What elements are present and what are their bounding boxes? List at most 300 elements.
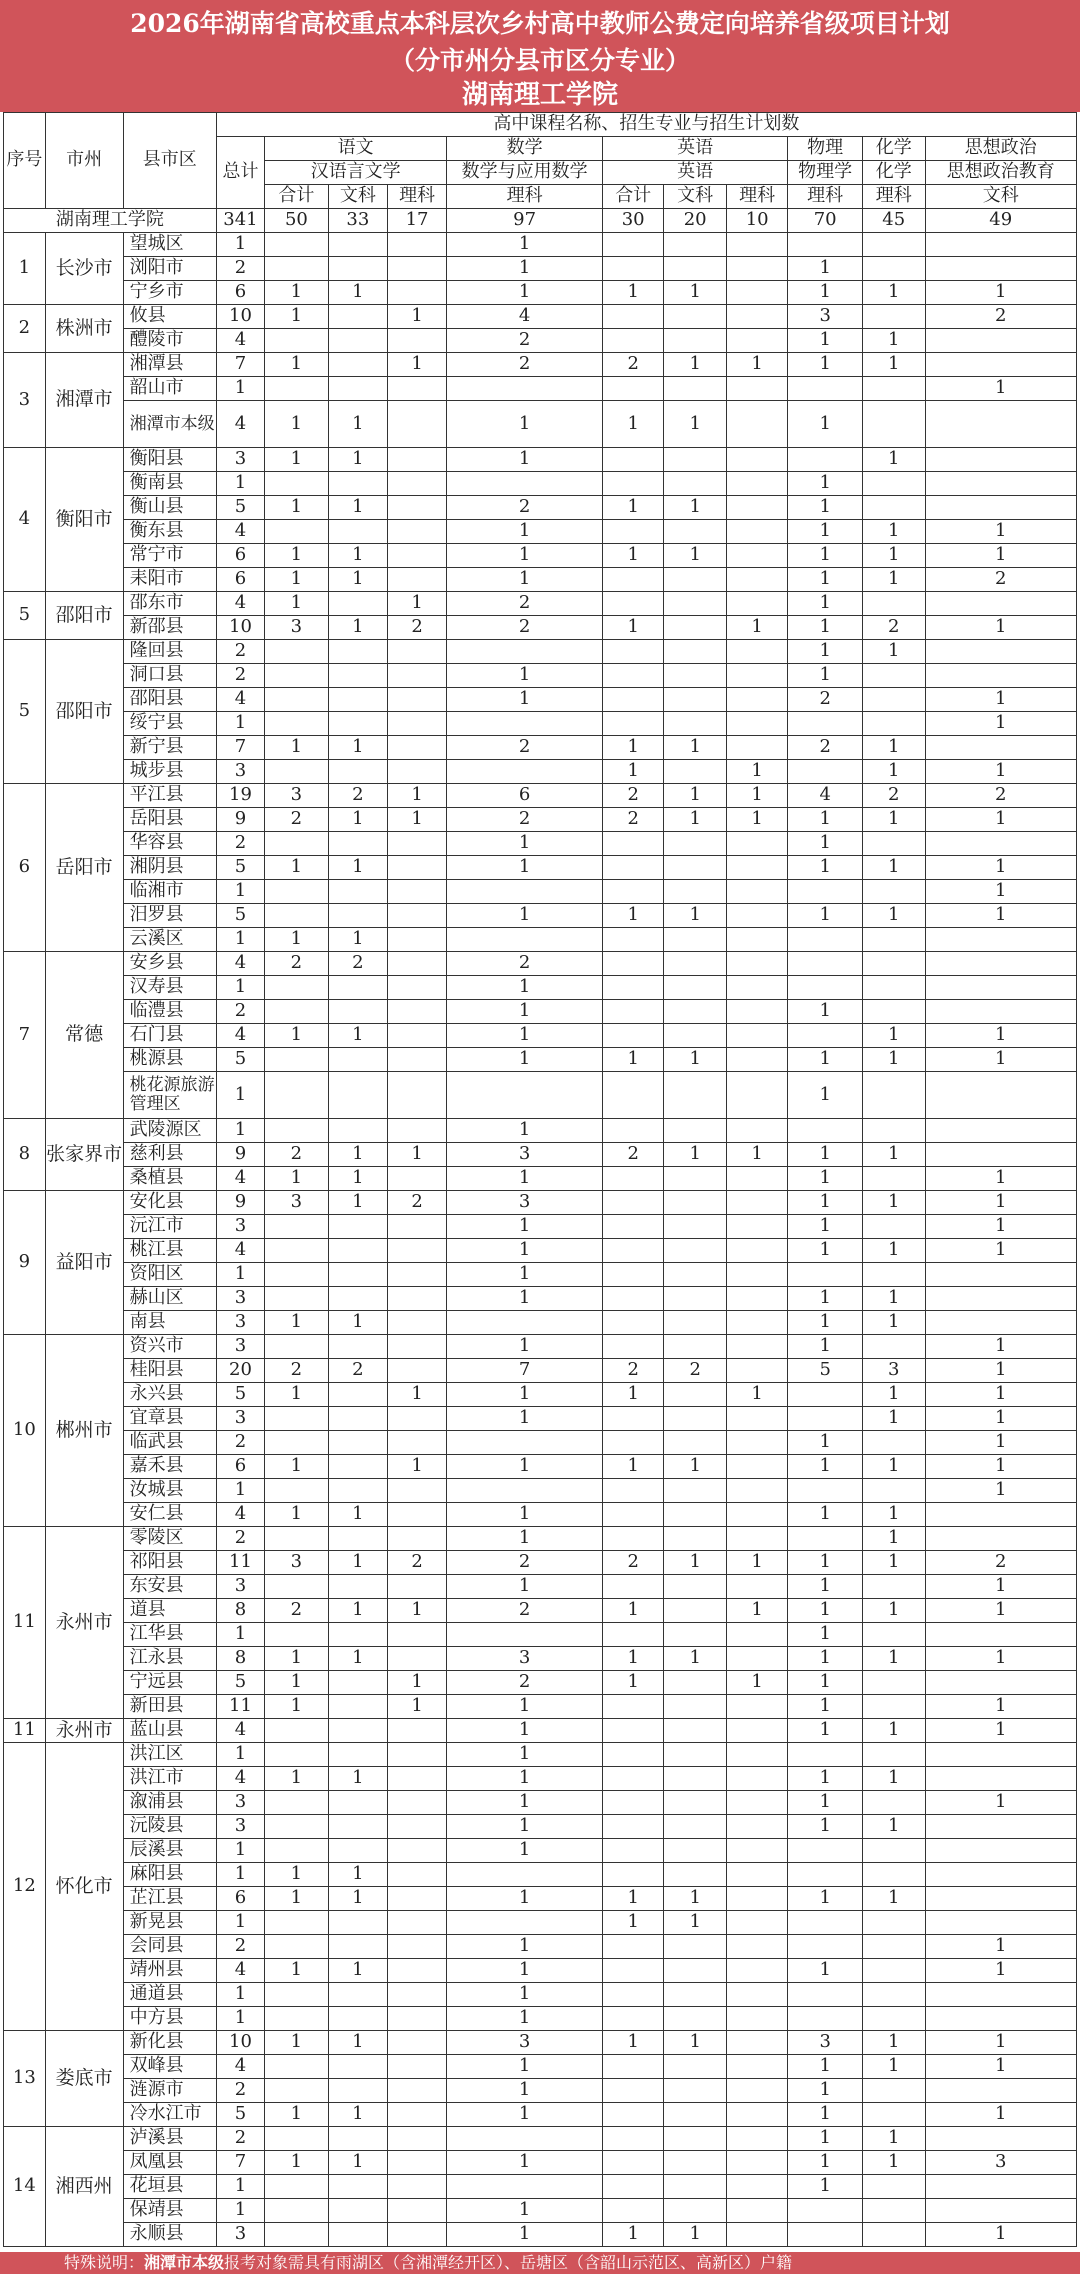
row-value-cell bbox=[265, 520, 329, 544]
row-value-cell: 1 bbox=[216, 1983, 264, 2007]
row-value-cell: 6 bbox=[216, 1887, 264, 1911]
row-value-cell: 1 bbox=[447, 2055, 603, 2079]
row-county: 宁乡市 bbox=[123, 281, 216, 305]
row-value-cell bbox=[862, 1215, 925, 1239]
row-seq: 5 bbox=[4, 592, 46, 640]
row-value-cell: 1 bbox=[788, 1671, 863, 1695]
row-value-cell bbox=[602, 712, 663, 736]
row-value-cell bbox=[602, 1239, 663, 1263]
row-value-cell: 1 bbox=[216, 233, 264, 257]
row-value-cell: 3 bbox=[216, 1407, 264, 1431]
row-value-cell bbox=[726, 1287, 787, 1311]
row-value-cell bbox=[387, 1119, 446, 1143]
table-row bbox=[4, 1935, 1077, 1959]
row-value-cell bbox=[862, 1623, 925, 1647]
row-value-cell bbox=[664, 592, 727, 616]
table-row bbox=[4, 832, 1077, 856]
row-value-cell: 1 bbox=[862, 1647, 925, 1671]
row-value-cell bbox=[925, 592, 1077, 616]
row-value-cell bbox=[726, 664, 787, 688]
row-value-cell: 2 bbox=[328, 1359, 387, 1383]
row-value-cell: 1 bbox=[447, 448, 603, 472]
row-value-cell: 1 bbox=[925, 1599, 1077, 1623]
header-politics-major: 思想政治教育 bbox=[925, 161, 1077, 185]
table-row bbox=[4, 2127, 1077, 2151]
row-value-cell: 11 bbox=[216, 1695, 264, 1719]
row-county: 溆浦县 bbox=[123, 1791, 216, 1815]
row-value-cell: 2 bbox=[216, 832, 264, 856]
row-value-cell: 1 bbox=[447, 257, 603, 281]
row-value-cell bbox=[602, 832, 663, 856]
row-value-cell bbox=[664, 1695, 727, 1719]
row-value-cell: 1 bbox=[216, 1119, 264, 1143]
row-value-cell bbox=[387, 2079, 446, 2103]
row-value-cell bbox=[726, 1767, 787, 1791]
row-value-cell: 1 bbox=[447, 1935, 603, 1959]
row-value-cell: 1 bbox=[925, 2055, 1077, 2079]
row-value-cell bbox=[328, 688, 387, 712]
row-value-cell: 1 bbox=[862, 1719, 925, 1743]
table-row bbox=[4, 2151, 1077, 2175]
row-value-cell bbox=[387, 1239, 446, 1263]
row-value-cell: 1 bbox=[265, 1311, 329, 1335]
row-value-cell bbox=[602, 568, 663, 592]
row-city: 张家界市 bbox=[45, 1119, 123, 1191]
row-value-cell bbox=[265, 1479, 329, 1503]
row-value-cell bbox=[862, 688, 925, 712]
row-value-cell bbox=[602, 2199, 663, 2223]
row-value-cell: 1 bbox=[447, 904, 603, 928]
row-county: 桑植县 bbox=[123, 1167, 216, 1191]
row-value-cell bbox=[602, 1503, 663, 1527]
row-value-cell: 1 bbox=[862, 1287, 925, 1311]
row-value-cell bbox=[664, 976, 727, 1000]
row-value-cell: 1 bbox=[664, 1143, 727, 1167]
row-value-cell bbox=[447, 1911, 603, 1935]
row-value-cell: 1 bbox=[328, 808, 387, 832]
row-value-cell bbox=[602, 1191, 663, 1215]
row-value-cell bbox=[664, 1311, 727, 1335]
totals-cell: 341 bbox=[216, 209, 264, 233]
row-value-cell: 3 bbox=[216, 1335, 264, 1359]
table-row bbox=[4, 568, 1077, 592]
row-value-cell: 3 bbox=[216, 448, 264, 472]
row-value-cell: 3 bbox=[862, 1359, 925, 1383]
row-value-cell: 1 bbox=[925, 1167, 1077, 1191]
row-value-cell: 5 bbox=[216, 496, 264, 520]
table-row bbox=[4, 1167, 1077, 1191]
row-county: 资兴市 bbox=[123, 1335, 216, 1359]
row-value-cell bbox=[664, 832, 727, 856]
row-value-cell bbox=[602, 1311, 663, 1335]
row-value-cell: 1 bbox=[664, 281, 727, 305]
row-value-cell bbox=[387, 1983, 446, 2007]
row-value-cell bbox=[726, 1623, 787, 1647]
row-value-cell bbox=[925, 1911, 1077, 1935]
row-value-cell bbox=[726, 904, 787, 928]
row-value-cell: 1 bbox=[447, 1503, 603, 1527]
row-value-cell: 1 bbox=[447, 664, 603, 688]
row-value-cell: 1 bbox=[664, 1455, 727, 1479]
row-value-cell: 1 bbox=[265, 2103, 329, 2127]
row-value-cell: 1 bbox=[447, 2223, 603, 2247]
row-value-cell: 1 bbox=[862, 1048, 925, 1072]
row-value-cell: 1 bbox=[862, 904, 925, 928]
row-value-cell bbox=[602, 1024, 663, 1048]
row-value-cell: 1 bbox=[788, 616, 863, 640]
row-value-cell bbox=[925, 664, 1077, 688]
row-value-cell bbox=[726, 448, 787, 472]
row-value-cell: 1 bbox=[447, 1767, 603, 1791]
row-value-cell bbox=[862, 1791, 925, 1815]
table-row bbox=[4, 784, 1077, 808]
row-value-cell bbox=[862, 1839, 925, 1863]
row-value-cell: 1 bbox=[788, 1791, 863, 1815]
row-county: 花垣县 bbox=[123, 2175, 216, 2199]
header-total: 总计 bbox=[216, 137, 264, 209]
row-value-cell: 1 bbox=[265, 1383, 329, 1407]
row-value-cell bbox=[387, 329, 446, 353]
row-value-cell bbox=[925, 1863, 1077, 1887]
row-value-cell bbox=[265, 1791, 329, 1815]
row-county: 沅江市 bbox=[123, 1215, 216, 1239]
row-value-cell: 2 bbox=[447, 808, 603, 832]
row-value-cell: 1 bbox=[216, 1623, 264, 1647]
row-value-cell bbox=[862, 1167, 925, 1191]
row-value-cell bbox=[925, 1839, 1077, 1863]
row-value-cell: 1 bbox=[925, 1359, 1077, 1383]
row-value-cell bbox=[265, 472, 329, 496]
row-value-cell bbox=[602, 664, 663, 688]
row-value-cell: 4 bbox=[216, 401, 264, 448]
row-value-cell bbox=[328, 1719, 387, 1743]
row-value-cell bbox=[602, 1527, 663, 1551]
row-value-cell: 1 bbox=[447, 1119, 603, 1143]
row-value-cell bbox=[387, 1000, 446, 1024]
row-seq: 3 bbox=[4, 353, 46, 448]
row-value-cell bbox=[387, 1024, 446, 1048]
row-value-cell: 1 bbox=[265, 1503, 329, 1527]
row-value-cell bbox=[387, 233, 446, 257]
row-value-cell bbox=[862, 976, 925, 1000]
row-value-cell: 1 bbox=[265, 1863, 329, 1887]
row-value-cell: 3 bbox=[216, 2223, 264, 2247]
row-county: 湘潭县 bbox=[123, 353, 216, 377]
row-value-cell bbox=[265, 1072, 329, 1119]
row-value-cell: 3 bbox=[216, 1215, 264, 1239]
row-county: 石门县 bbox=[123, 1024, 216, 1048]
row-value-cell bbox=[328, 1983, 387, 2007]
row-value-cell bbox=[387, 712, 446, 736]
row-value-cell: 3 bbox=[265, 616, 329, 640]
row-value-cell: 1 bbox=[925, 1048, 1077, 1072]
row-value-cell bbox=[447, 928, 603, 952]
row-value-cell bbox=[862, 1983, 925, 2007]
row-value-cell: 1 bbox=[862, 1887, 925, 1911]
row-value-cell: 1 bbox=[788, 1143, 863, 1167]
row-value-cell: 1 bbox=[664, 904, 727, 928]
row-city: 湘西州 bbox=[45, 2127, 123, 2247]
row-value-cell bbox=[925, 1983, 1077, 2007]
row-value-cell bbox=[387, 257, 446, 281]
row-value-cell: 2 bbox=[216, 664, 264, 688]
row-value-cell bbox=[925, 496, 1077, 520]
row-value-cell: 1 bbox=[265, 856, 329, 880]
row-value-cell bbox=[387, 1887, 446, 1911]
row-value-cell bbox=[387, 1647, 446, 1671]
title-line1: 2026年湖南省高校重点本科层次乡村高中教师公费定向培养省级项目计划 bbox=[130, 9, 950, 38]
row-value-cell bbox=[664, 2055, 727, 2079]
row-value-cell bbox=[387, 1719, 446, 1743]
row-value-cell bbox=[328, 1455, 387, 1479]
table-row bbox=[4, 1215, 1077, 1239]
row-value-cell bbox=[788, 1479, 863, 1503]
row-value-cell bbox=[602, 1263, 663, 1287]
row-value-cell bbox=[265, 832, 329, 856]
row-value-cell bbox=[265, 1431, 329, 1455]
row-value-cell bbox=[726, 2031, 787, 2055]
row-value-cell bbox=[925, 976, 1077, 1000]
row-value-cell bbox=[447, 640, 603, 664]
row-value-cell bbox=[387, 281, 446, 305]
row-seq: 12 bbox=[4, 1743, 46, 2031]
row-value-cell bbox=[664, 712, 727, 736]
row-value-cell: 1 bbox=[925, 616, 1077, 640]
row-value-cell bbox=[328, 353, 387, 377]
row-value-cell bbox=[265, 904, 329, 928]
row-value-cell: 1 bbox=[265, 928, 329, 952]
row-value-cell: 5 bbox=[216, 904, 264, 928]
row-value-cell: 1 bbox=[328, 2103, 387, 2127]
header-chinese-science: 理科 bbox=[387, 185, 446, 209]
row-value-cell bbox=[664, 928, 727, 952]
totals-cell: 50 bbox=[265, 209, 329, 233]
row-value-cell bbox=[726, 305, 787, 329]
row-value-cell: 1 bbox=[328, 448, 387, 472]
row-value-cell: 1 bbox=[328, 1959, 387, 1983]
row-value-cell: 1 bbox=[925, 1647, 1077, 1671]
row-county: 新田县 bbox=[123, 1695, 216, 1719]
row-value-cell bbox=[602, 1479, 663, 1503]
row-value-cell: 9 bbox=[216, 808, 264, 832]
row-seq: 14 bbox=[4, 2127, 46, 2247]
row-value-cell: 1 bbox=[447, 1000, 603, 1024]
row-value-cell bbox=[328, 1215, 387, 1239]
table-row bbox=[4, 1431, 1077, 1455]
row-value-cell: 1 bbox=[447, 1887, 603, 1911]
row-city: 岳阳市 bbox=[45, 784, 123, 952]
row-value-cell bbox=[862, 2223, 925, 2247]
row-value-cell bbox=[726, 329, 787, 353]
row-value-cell bbox=[328, 1383, 387, 1407]
row-value-cell: 1 bbox=[328, 736, 387, 760]
row-value-cell bbox=[602, 377, 663, 401]
row-value-cell: 1 bbox=[726, 353, 787, 377]
row-value-cell bbox=[726, 1000, 787, 1024]
row-value-cell: 4 bbox=[216, 2055, 264, 2079]
row-value-cell bbox=[602, 520, 663, 544]
title-line2: （分市州分县市区分专业） bbox=[389, 46, 690, 75]
row-county: 桃花源旅游管理区 bbox=[123, 1072, 216, 1119]
row-value-cell: 1 bbox=[925, 1239, 1077, 1263]
footer-text: 报考对象需具有雨湖区（含湘潭经开区）、岳塘区（含韶山示范区、高新区）户籍 bbox=[224, 2253, 793, 2272]
row-value-cell bbox=[447, 1863, 603, 1887]
row-value-cell: 1 bbox=[788, 1815, 863, 1839]
row-value-cell bbox=[602, 640, 663, 664]
row-value-cell bbox=[387, 928, 446, 952]
row-value-cell bbox=[925, 928, 1077, 952]
row-value-cell bbox=[664, 305, 727, 329]
row-value-cell bbox=[726, 1167, 787, 1191]
row-value-cell bbox=[447, 1479, 603, 1503]
table-row bbox=[4, 808, 1077, 832]
row-value-cell: 1 bbox=[216, 976, 264, 1000]
row-city: 常德 bbox=[45, 952, 123, 1119]
row-value-cell: 2 bbox=[328, 784, 387, 808]
row-value-cell bbox=[328, 1287, 387, 1311]
row-value-cell bbox=[387, 760, 446, 784]
row-value-cell: 1 bbox=[265, 1767, 329, 1791]
row-seq: 4 bbox=[4, 448, 46, 592]
row-value-cell bbox=[862, 2007, 925, 2031]
row-value-cell: 1 bbox=[664, 496, 727, 520]
row-value-cell: 7 bbox=[216, 736, 264, 760]
row-value-cell: 1 bbox=[788, 257, 863, 281]
row-value-cell: 1 bbox=[447, 688, 603, 712]
table-row bbox=[4, 856, 1077, 880]
row-value-cell bbox=[726, 2103, 787, 2127]
row-city: 邵阳市 bbox=[45, 592, 123, 640]
header-county: 县市区 bbox=[123, 113, 216, 209]
row-value-cell bbox=[387, 1311, 446, 1335]
row-value-cell bbox=[726, 832, 787, 856]
row-value-cell bbox=[664, 233, 727, 257]
row-value-cell bbox=[664, 1024, 727, 1048]
row-county: 新晃县 bbox=[123, 1911, 216, 1935]
row-county: 宜章县 bbox=[123, 1407, 216, 1431]
row-value-cell: 3 bbox=[447, 1647, 603, 1671]
row-value-cell: 1 bbox=[602, 1383, 663, 1407]
row-value-cell bbox=[265, 2175, 329, 2199]
row-value-cell bbox=[788, 712, 863, 736]
row-value-cell: 1 bbox=[602, 1048, 663, 1072]
table-row bbox=[4, 2223, 1077, 2247]
row-value-cell bbox=[328, 1335, 387, 1359]
row-value-cell: 1 bbox=[925, 1935, 1077, 1959]
table-row bbox=[4, 1287, 1077, 1311]
row-value-cell: 1 bbox=[862, 2127, 925, 2151]
row-value-cell: 1 bbox=[925, 1215, 1077, 1239]
row-value-cell: 3 bbox=[216, 1815, 264, 1839]
table-row bbox=[4, 1024, 1077, 1048]
row-value-cell: 1 bbox=[788, 1695, 863, 1719]
row-value-cell: 1 bbox=[664, 1647, 727, 1671]
row-value-cell: 5 bbox=[216, 1671, 264, 1695]
row-value-cell bbox=[925, 1287, 1077, 1311]
row-value-cell: 1 bbox=[216, 1479, 264, 1503]
row-seq: 2 bbox=[4, 305, 46, 353]
row-value-cell: 1 bbox=[602, 401, 663, 448]
table-row bbox=[4, 1311, 1077, 1335]
row-value-cell bbox=[664, 1719, 727, 1743]
row-value-cell bbox=[602, 1119, 663, 1143]
row-value-cell bbox=[788, 1119, 863, 1143]
row-value-cell bbox=[387, 1623, 446, 1647]
row-value-cell: 1 bbox=[447, 520, 603, 544]
row-value-cell bbox=[602, 329, 663, 353]
row-value-cell: 3 bbox=[925, 2151, 1077, 2175]
table-row bbox=[4, 1863, 1077, 1887]
row-value-cell bbox=[328, 2223, 387, 2247]
row-value-cell: 1 bbox=[862, 544, 925, 568]
row-value-cell bbox=[664, 1335, 727, 1359]
row-value-cell bbox=[726, 281, 787, 305]
row-value-cell bbox=[788, 1839, 863, 1863]
row-value-cell: 1 bbox=[265, 448, 329, 472]
row-value-cell bbox=[387, 2103, 446, 2127]
row-value-cell bbox=[664, 616, 727, 640]
row-value-cell bbox=[664, 856, 727, 880]
row-value-cell bbox=[387, 1431, 446, 1455]
header-chinese-arts: 文科 bbox=[328, 185, 387, 209]
row-value-cell bbox=[664, 1935, 727, 1959]
row-value-cell: 1 bbox=[925, 808, 1077, 832]
table-row bbox=[4, 448, 1077, 472]
row-value-cell bbox=[862, 1935, 925, 1959]
row-value-cell: 1 bbox=[862, 1407, 925, 1431]
row-value-cell bbox=[862, 1000, 925, 1024]
row-value-cell bbox=[328, 1791, 387, 1815]
row-value-cell bbox=[925, 736, 1077, 760]
row-value-cell bbox=[265, 233, 329, 257]
row-value-cell: 1 bbox=[862, 1767, 925, 1791]
row-value-cell bbox=[387, 664, 446, 688]
header-english-science: 理科 bbox=[726, 185, 787, 209]
row-value-cell: 1 bbox=[788, 1503, 863, 1527]
row-county: 东安县 bbox=[123, 1575, 216, 1599]
row-value-cell bbox=[265, 329, 329, 353]
row-value-cell bbox=[726, 1527, 787, 1551]
row-value-cell: 1 bbox=[788, 544, 863, 568]
row-value-cell bbox=[602, 688, 663, 712]
row-value-cell bbox=[862, 1695, 925, 1719]
row-value-cell: 2 bbox=[265, 1143, 329, 1167]
row-value-cell bbox=[664, 1791, 727, 1815]
row-value-cell: 1 bbox=[726, 808, 787, 832]
row-value-cell: 1 bbox=[602, 2223, 663, 2247]
row-value-cell bbox=[726, 736, 787, 760]
row-value-cell bbox=[265, 1215, 329, 1239]
row-value-cell bbox=[328, 904, 387, 928]
row-value-cell: 2 bbox=[447, 592, 603, 616]
row-value-cell: 1 bbox=[925, 1407, 1077, 1431]
row-value-cell bbox=[726, 1959, 787, 1983]
row-value-cell: 2 bbox=[216, 1935, 264, 1959]
row-county: 永兴县 bbox=[123, 1383, 216, 1407]
row-value-cell bbox=[328, 1479, 387, 1503]
row-value-cell bbox=[726, 233, 787, 257]
row-value-cell bbox=[726, 2079, 787, 2103]
row-city: 永州市 bbox=[45, 1527, 123, 1719]
row-value-cell: 1 bbox=[447, 1215, 603, 1239]
row-value-cell bbox=[726, 1719, 787, 1743]
row-value-cell bbox=[387, 904, 446, 928]
row-county: 新宁县 bbox=[123, 736, 216, 760]
row-value-cell: 1 bbox=[862, 1143, 925, 1167]
row-value-cell: 1 bbox=[328, 1647, 387, 1671]
row-value-cell: 1 bbox=[925, 1695, 1077, 1719]
row-value-cell bbox=[664, 568, 727, 592]
